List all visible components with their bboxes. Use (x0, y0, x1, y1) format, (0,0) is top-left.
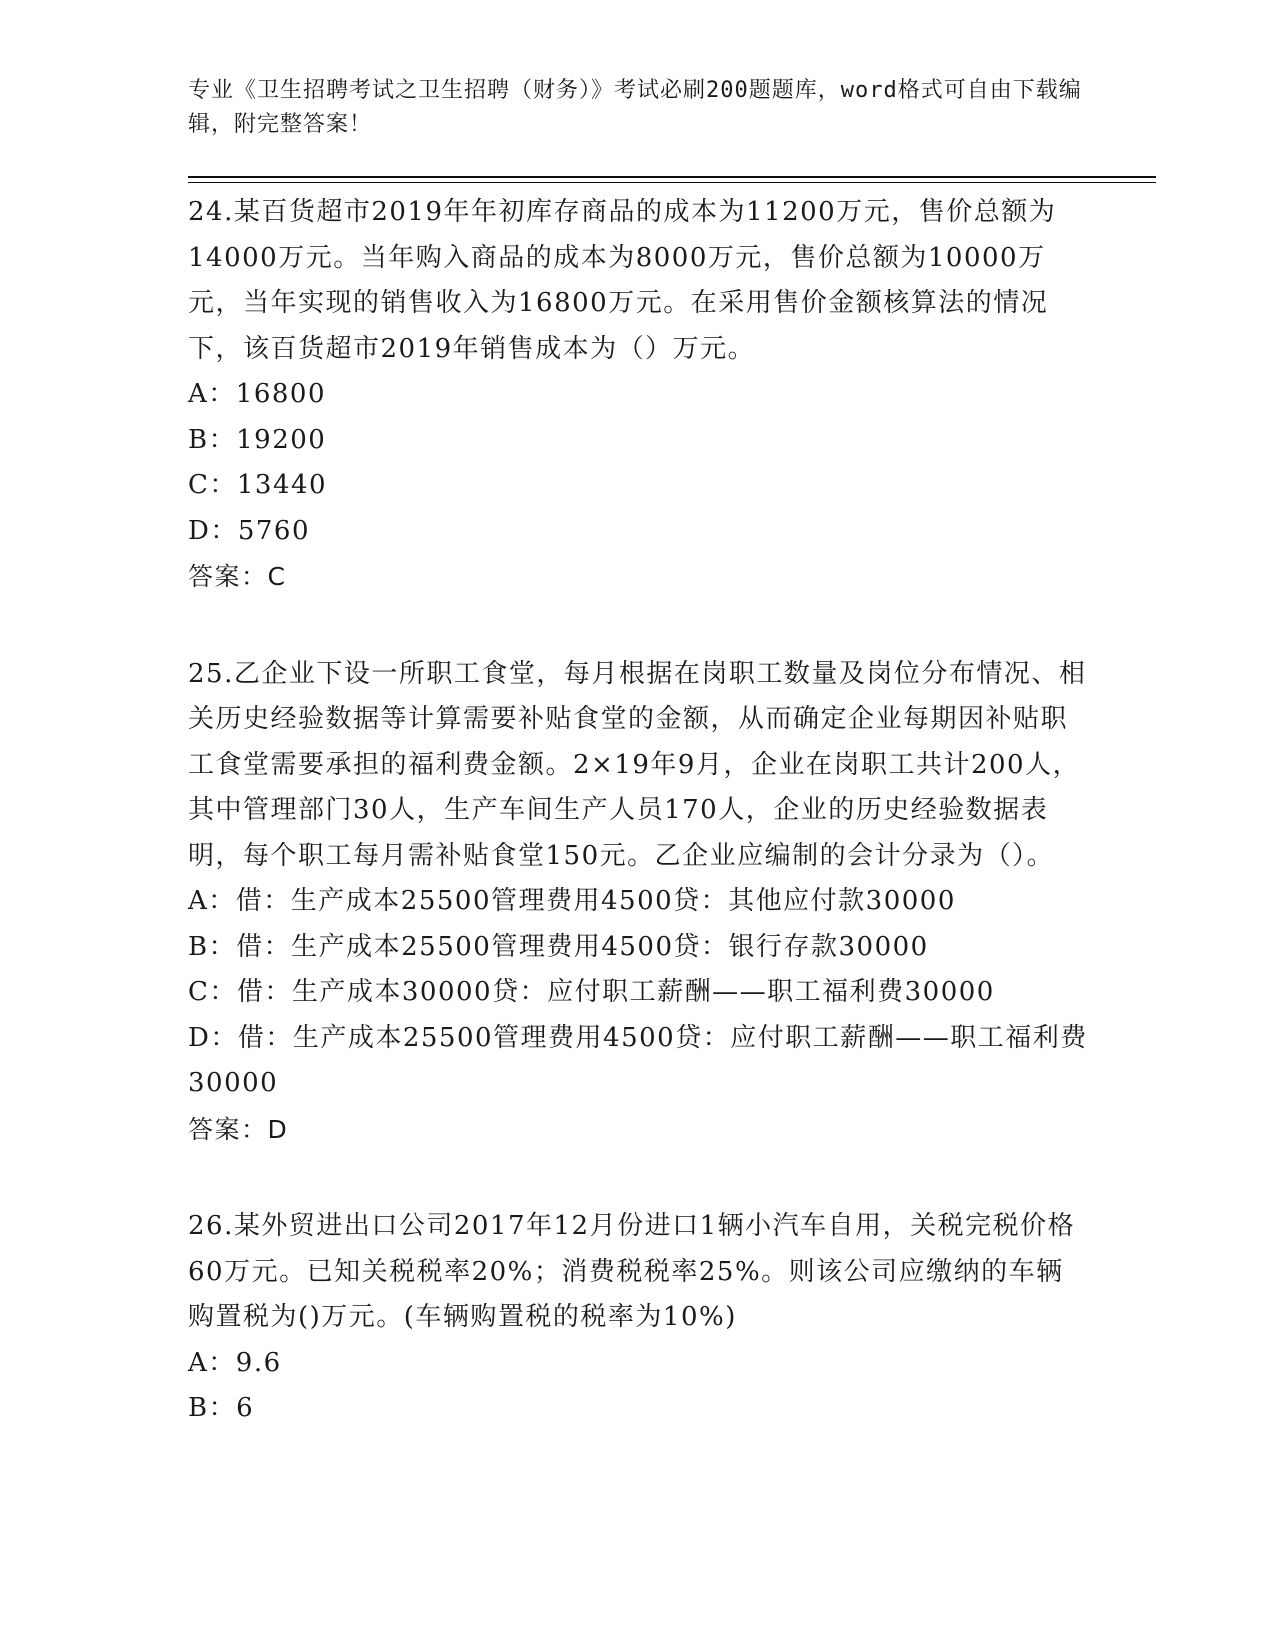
header-divider-thin (188, 182, 1156, 183)
option-a: A：9.6 (188, 1347, 282, 1378)
option-c: C：13440 (188, 470, 328, 500)
page-header: 专业《卫生招聘考试之卫生招聘（财务）》考试必刷200题题库，word格式可自由下载编辑，附完整答案！ (188, 78, 1082, 137)
option-b: B：19200 (188, 424, 327, 455)
option-a: A：借：生产成本25500管理费用4500贷：其他应付款30000 (188, 886, 956, 916)
question-26 (188, 1204, 1088, 1432)
option-d: D：借：生产成本25500管理费用4500贷：应付职工薪酬——职工福利费30000 (188, 1022, 1088, 1098)
option-d: D：5760 (188, 515, 311, 546)
option-c: C：借：生产成本30000贷：应付职工薪酬——职工福利费30000 (188, 977, 995, 1007)
option-a: A：16800 (188, 379, 326, 409)
question-24 (188, 190, 1088, 600)
option-b: B：借：生产成本25500管理费用4500贷：银行存款30000 (188, 931, 929, 962)
question-list (188, 190, 1088, 1484)
option-b: B：6 (188, 1393, 255, 1423)
answer-line: 答案：C (188, 562, 287, 591)
answer-line: 答案：D (188, 1114, 289, 1144)
question-stem: 24.某百货超市2019年年初库存商品的成本为11200万元，售价总额为14000万元。当年购入商品的成本为8000万元，售价总额为10000万元，当年实现的销售收入为16800万元。在采用售价金额核算法的情况下，该百货超市2019年销售成本为（）万元。 (188, 197, 1057, 364)
question-stem: 26.某外贸进出口公司2017年12月份进口1辆小汽车自用，关税完税价格60万元。已知关税税率20%；消费税税率25%。则该公司应缴纳的车辆购置税为()万元。(车辆购置税的税率为10%) (188, 1211, 1076, 1332)
question-stem: 25.乙企业下设一所职工食堂，每月根据在岗职工数量及岗位分布情况、相关历史经验数据等计算需要补贴食堂的金额，从而确定企业每期因补贴职工食堂需要承担的福利费金额。2×19年9月，企业在岗职工共计200人，其中管理部门30人，生产车间生产人员170人，企业的历史经验数据表明，每个职工每月需补贴食堂150元。乙企业应编制的会计分录为（）。 (188, 658, 1087, 871)
header-divider (188, 176, 1156, 178)
question-25 (188, 652, 1088, 1153)
